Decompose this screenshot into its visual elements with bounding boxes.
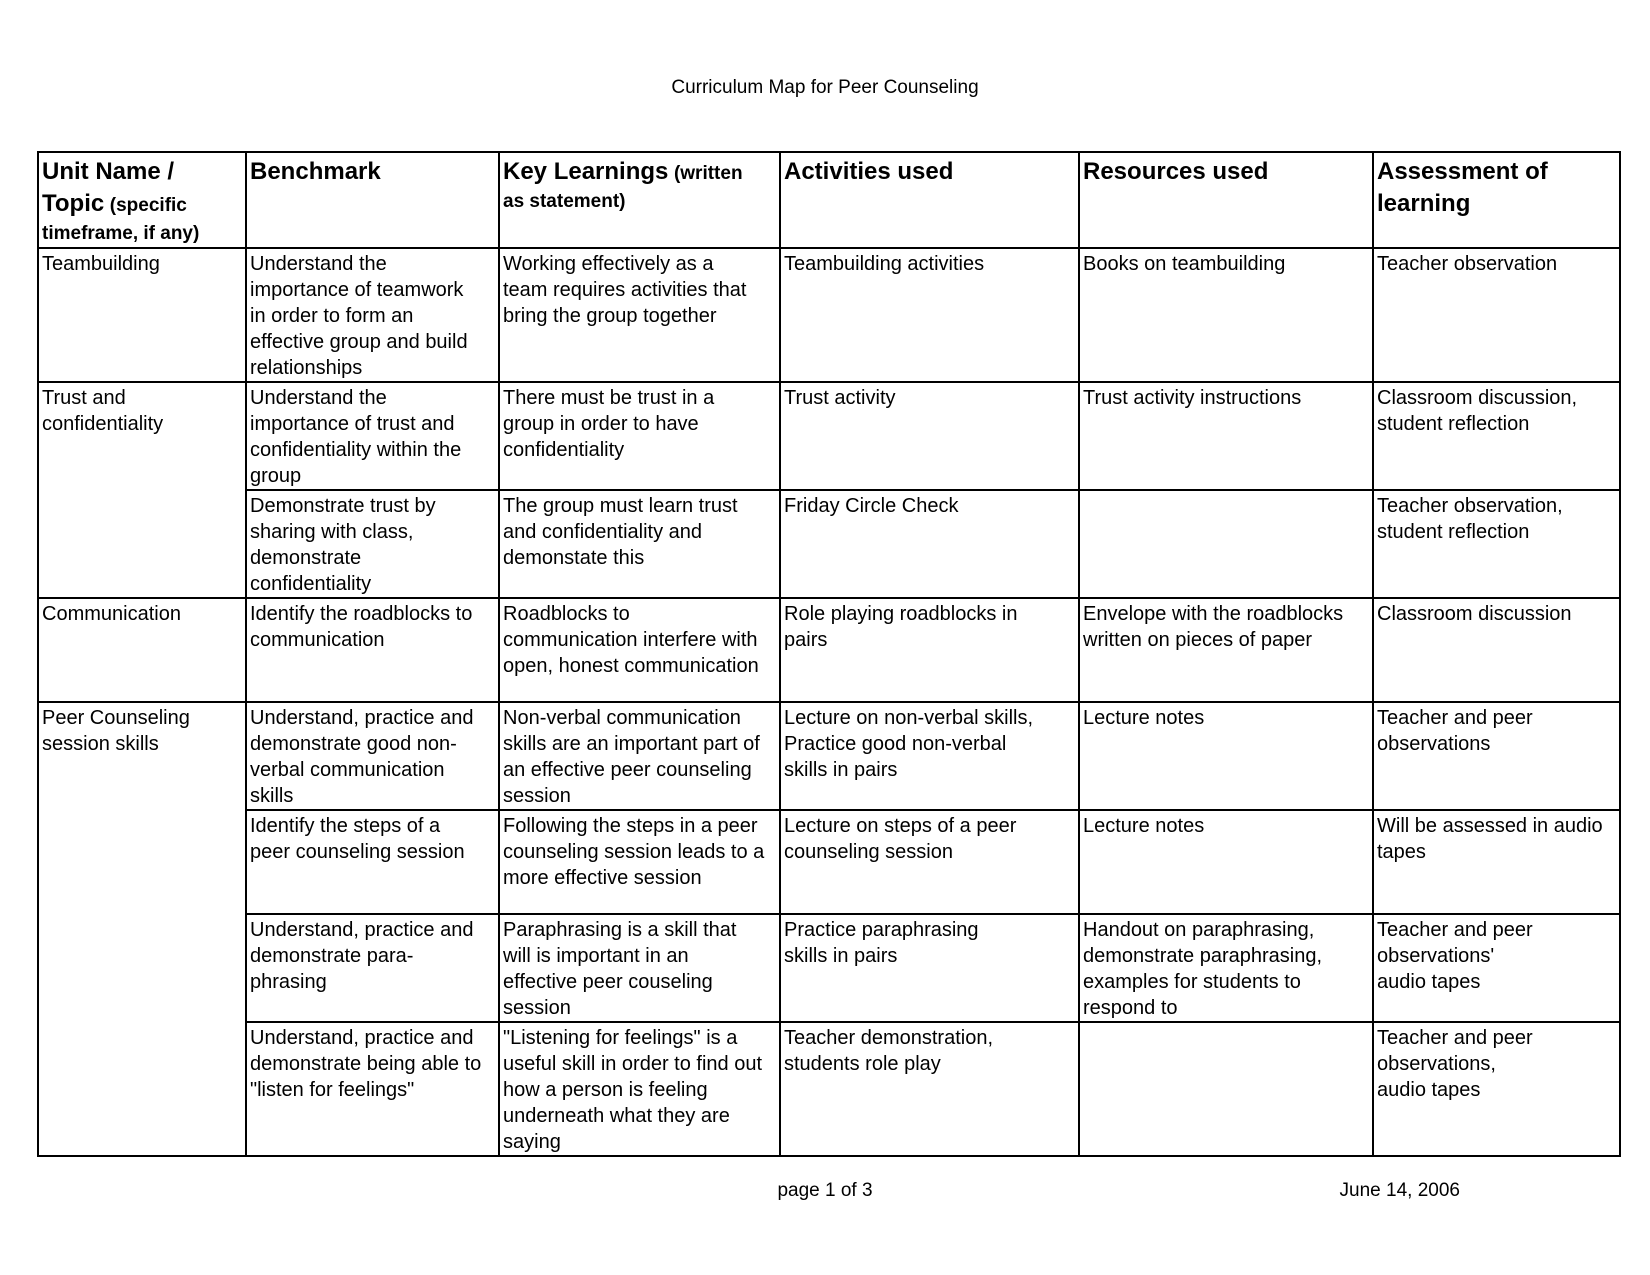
document-title: Curriculum Map for Peer Counseling (671, 77, 979, 98)
table-row (38, 702, 1620, 810)
activities-cell: Trust activity (780, 382, 1079, 490)
document-date: June 14, 2006 (1339, 1180, 1460, 1201)
header-key-learnings (499, 152, 780, 248)
header-statement-label: as statement) (503, 191, 626, 212)
table-row (38, 382, 1620, 490)
header-resources (1079, 152, 1373, 248)
key-learning-cell: Paraphrasing is a skill that will is important in an effective peer couseling session (499, 914, 780, 1022)
page-number: page 1 of 3 (777, 1180, 873, 1201)
resources-cell: Envelope with the roadblocks written on pieces of paper (1079, 598, 1373, 702)
resources-cell: Lecture notes (1079, 810, 1373, 914)
activities-cell: Role playing roadblocks in pairs (780, 598, 1079, 702)
assessment-cell: Will be assessed in audio tapes (1373, 810, 1620, 914)
benchmark-cell: Identify the roadblocks to communication (246, 598, 499, 702)
resources-cell (1079, 490, 1373, 598)
header-unit-name (38, 152, 246, 248)
unit-teambuilding: Teambuilding (38, 248, 246, 382)
header-specific-label: (specific (109, 195, 187, 216)
header-assessment-label: Assessment of learning (1377, 158, 1548, 217)
key-learning-cell: Following the steps in a peer counseling session leads to a more effective session (499, 810, 780, 914)
header-row (38, 152, 1620, 248)
header-unit-name-label: Unit Name / (42, 158, 175, 185)
key-learning-cell: Roadblocks to communication interfere with open, honest communication (499, 598, 780, 702)
key-learning-cell: Working effectively as a team requires activities that bring the group together (499, 248, 780, 382)
header-written-label: (written (673, 163, 743, 184)
resources-cell: Books on teambuilding (1079, 248, 1373, 382)
key-learning-cell: Non-verbal communication skills are an important part of an effective peer counseling session (499, 702, 780, 810)
key-learning-cell: There must be trust in a group in order to have confidentiality (499, 382, 780, 490)
key-learning-cell: "Listening for feelings" is a useful skill in order to find out how a person is feeling underneath what they are saying (499, 1022, 780, 1156)
header-timeframe-label: timeframe, if any) (42, 223, 200, 244)
resources-cell: Trust activity instructions (1079, 382, 1373, 490)
table-row (38, 490, 1620, 598)
header-topic-label: Topic (42, 190, 105, 217)
table-row (38, 248, 1620, 382)
activities-cell: Practice paraphrasing skills in pairs (780, 914, 1079, 1022)
unit-peer-counseling: Peer Counseling session skills (38, 702, 246, 1156)
resources-cell: Handout on paraphrasing, demonstrate paraphrasing, examples for students to respond to (1079, 914, 1373, 1022)
header-benchmark-label: Benchmark (250, 158, 381, 185)
table-row (38, 810, 1620, 914)
key-learning-cell: The group must learn trust and confidentiality and demonstate this (499, 490, 780, 598)
curriculum-table (37, 151, 1621, 1157)
assessment-cell: Teacher and peer observations, audio tapes (1373, 1022, 1620, 1156)
table-row (38, 598, 1620, 702)
table-row (38, 914, 1620, 1022)
assessment-cell: Classroom discussion, student reflection (1373, 382, 1620, 490)
resources-cell (1079, 1022, 1373, 1156)
benchmark-cell: Understand, practice and demonstrate para- phrasing (246, 914, 499, 1022)
activities-cell: Lecture on non-verbal skills, Practice good non-verbal skills in pairs (780, 702, 1079, 810)
activities-cell: Friday Circle Check (780, 490, 1079, 598)
header-activities (780, 152, 1079, 248)
benchmark-cell: Understand, practice and demonstrate good non- verbal communication skills (246, 702, 499, 810)
benchmark-cell: Understand the importance of teamwork in order to form an effective group and build relationships (246, 248, 499, 382)
assessment-cell: Classroom discussion (1373, 598, 1620, 702)
header-assessment (1373, 152, 1620, 248)
benchmark-cell: Demonstrate trust by sharing with class, demonstrate confidentiality (246, 490, 499, 598)
table-row (38, 1022, 1620, 1156)
assessment-cell: Teacher observation, student reflection (1373, 490, 1620, 598)
header-resources-label: Resources used (1083, 158, 1269, 185)
assessment-cell: Teacher and peer observations' audio tapes (1373, 914, 1620, 1022)
benchmark-cell: Understand the importance of trust and confidentiality within the group (246, 382, 499, 490)
unit-trust-confidentiality: Trust and confidentiality (38, 382, 246, 598)
resources-cell: Lecture notes (1079, 702, 1373, 810)
header-benchmark (246, 152, 499, 248)
activities-cell: Teacher demonstration, students role play (780, 1022, 1079, 1156)
activities-cell: Teambuilding activities (780, 248, 1079, 382)
benchmark-cell: Understand, practice and demonstrate being able to "listen for feelings" (246, 1022, 499, 1156)
header-activities-label: Activities used (784, 158, 954, 185)
assessment-cell: Teacher and peer observations (1373, 702, 1620, 810)
activities-cell: Lecture on steps of a peer counseling session (780, 810, 1079, 914)
header-key-learnings-label: Key Learnings (503, 158, 669, 185)
assessment-cell: Teacher observation (1373, 248, 1620, 382)
unit-communication: Communication (38, 598, 246, 702)
benchmark-cell: Identify the steps of a peer counseling session (246, 810, 499, 914)
